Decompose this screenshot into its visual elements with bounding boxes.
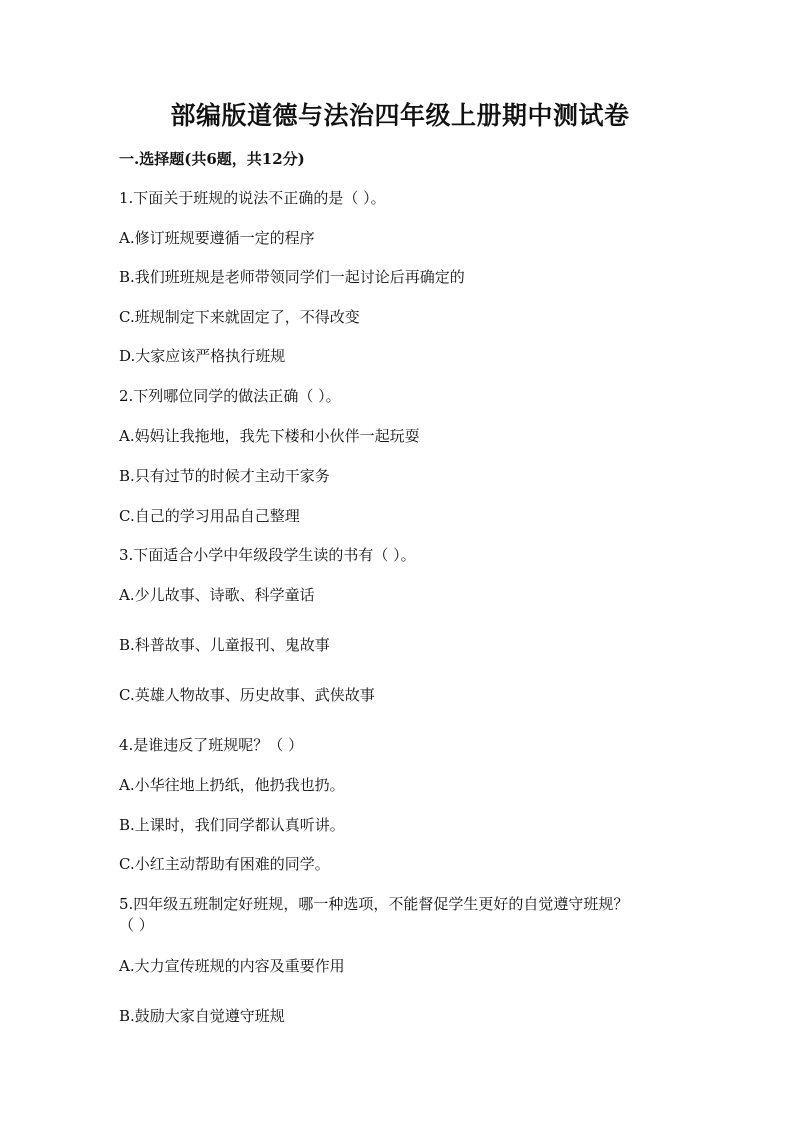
page-title: 部编版道德与法治四年级上册期中测试卷 [170,101,630,130]
question-1-option-b[interactable]: B.我们班班规是老师带领同学们一起讨论后再确定的 [119,268,465,286]
question-3-option-b[interactable]: B.科普故事、儿童报刊、鬼故事 [119,636,330,654]
question-5-option-b[interactable]: B.鼓励大家自觉遵守班规 [119,1007,285,1025]
section-heading: 一.选择题(共6题，共12分) [119,150,305,168]
question-5-option-a[interactable]: A.大力宣传班规的内容及重要作用 [119,957,345,975]
question-3-option-c[interactable]: C.英雄人物故事、历史故事、武侠故事 [119,686,375,704]
question-2-stem: 2.下列哪位同学的做法正确（ ）。 [119,387,341,405]
question-1-option-c[interactable]: C.班规制定下来就固定了，不得改变 [119,308,360,326]
question-1-option-a[interactable]: A.修订班规要遵循一定的程序 [119,229,315,247]
question-2-option-b[interactable]: B.只有过节的时候才主动干家务 [119,467,330,485]
question-4-option-c[interactable]: C.小红主动帮助有困难的同学。 [119,855,330,873]
question-3-option-a[interactable]: A.少儿故事、诗歌、科学童话 [119,586,315,604]
question-4-option-b[interactable]: B.上课时，我们同学都认真听讲。 [119,816,345,834]
question-4-stem: 4.是谁违反了班规呢？（ ） [119,736,304,754]
question-5-stem-blank: （ ） [119,916,154,934]
question-4-option-a[interactable]: A.小华往地上扔纸，他扔我也扔。 [119,776,345,794]
question-5-stem: 5.四年级五班制定好班规，哪一种选项，不能督促学生更好的自觉遵守班规？ [119,895,629,913]
question-1-stem: 1.下面关于班规的说法不正确的是（ ）。 [119,189,386,207]
question-1-option-d[interactable]: D.大家应该严格执行班规 [119,347,286,365]
question-2-option-c[interactable]: C.自己的学习用品自己整理 [119,507,300,525]
question-3-stem: 3.下面适合小学中年级段学生读的书有（ ）。 [119,546,416,564]
question-2-option-a[interactable]: A.妈妈让我拖地，我先下楼和小伙伴一起玩耍 [119,427,420,445]
